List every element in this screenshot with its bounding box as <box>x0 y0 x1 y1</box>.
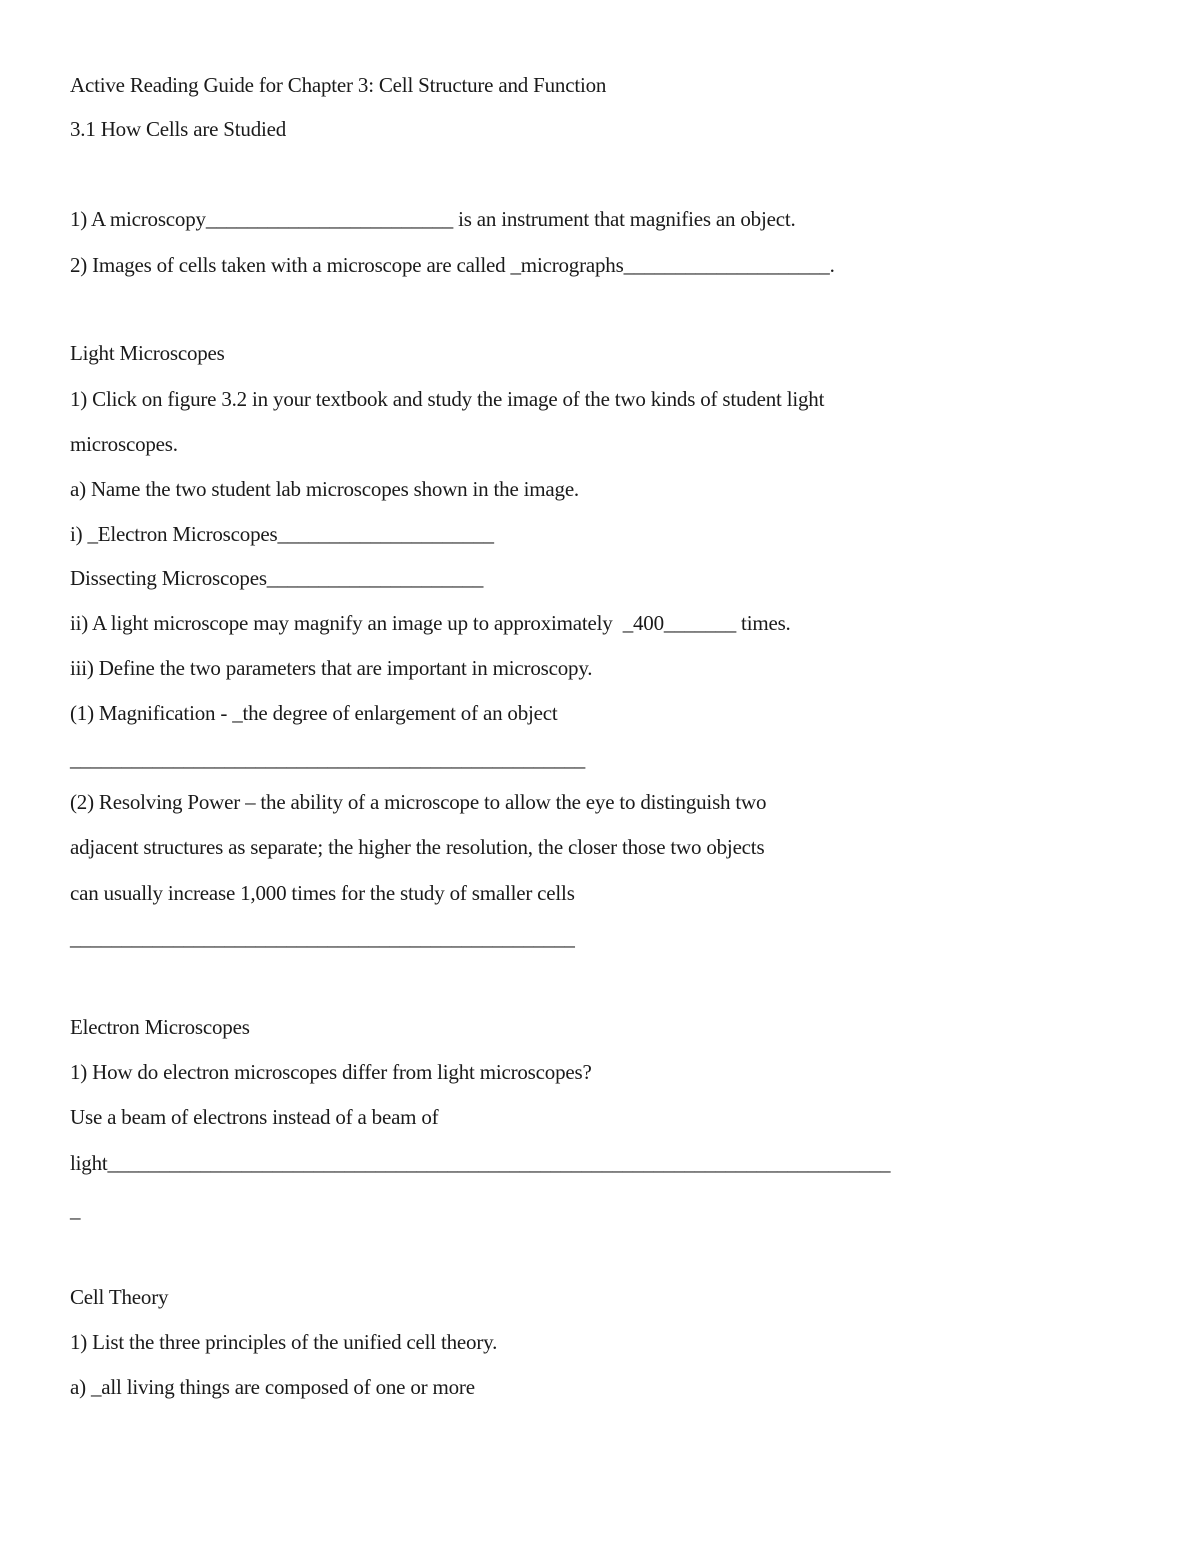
section-heading-3-1: 3.1 How Cells are Studied <box>70 117 287 141</box>
electron-question-1: 1) How do electron microscopes differ from light microscopes? <box>70 1060 592 1084</box>
magnification-definition: (1) Magnification - _the degree of enlargement of an object <box>70 701 558 725</box>
resolving-power-line-2: adjacent structures as separate; the higher the resolution, the closer those two objects <box>70 835 765 859</box>
resolving-power-line-3: can usually increase 1,000 times for the study of smaller cells <box>70 881 575 905</box>
question-micrographs: 2) Images of cells taken with a microscope are called _micrographs____________________. <box>70 253 835 277</box>
section-heading-cell-theory: Cell Theory <box>70 1285 169 1309</box>
document-title: Active Reading Guide for Chapter 3: Cell Structure and Function <box>70 73 607 97</box>
electron-answer-line-3: _ <box>70 1198 81 1222</box>
cell-theory-question-1: 1) List the three principles of the unified cell theory. <box>70 1330 498 1354</box>
electron-answer-line-2: light____________________________________________________________________________ <box>70 1151 891 1175</box>
light-answer-i-second: Dissecting Microscopes_____________________ <box>70 566 484 590</box>
cell-theory-answer-a: a) _all living things are composed of one or more <box>70 1375 475 1399</box>
blank-answer-line-2: _________________________________________________ <box>70 926 575 950</box>
resolving-power-line-1: (2) Resolving Power – the ability of a microscope to allow the eye to distinguish two <box>70 790 767 814</box>
section-heading-light: Light Microscopes <box>70 341 225 365</box>
light-question-iii: iii) Define the two parameters that are important in microscopy. <box>70 656 593 680</box>
light-question-1a: a) Name the two student lab microscopes shown in the image. <box>70 477 579 501</box>
light-answer-i: i) _Electron Microscopes_____________________ <box>70 522 494 546</box>
light-question-1-line-2: microscopes. <box>70 432 178 456</box>
light-question-1-line-1: 1) Click on figure 3.2 in your textbook and study the image of the two kinds of student light <box>70 387 825 411</box>
question-microscope: 1) A microscopy________________________ is an instrument that magnifies an object. <box>70 207 796 231</box>
section-heading-electron: Electron Microscopes <box>70 1015 250 1039</box>
blank-answer-line-1: __________________________________________________ <box>70 747 586 771</box>
light-question-ii: ii) A light microscope may magnify an image up to approximately _400_______ times. <box>70 611 791 635</box>
electron-answer-line-1: Use a beam of electrons instead of a beam of <box>70 1105 439 1129</box>
